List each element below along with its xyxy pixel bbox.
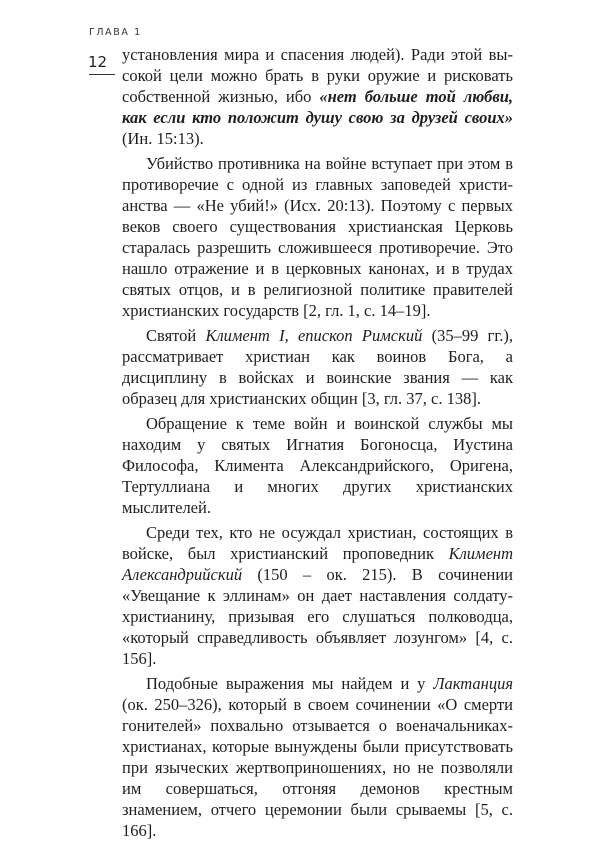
page-number: 12	[88, 53, 108, 71]
paragraph	[122, 325, 513, 409]
paragraph	[122, 673, 513, 841]
text-run: Среди тех, кто не осуждал христиан, состоящих в войске, был христианский проповедник	[122, 523, 513, 563]
text-run: Убийство противника на войне вступает при этом в противоречие с одной из главных заповедей христианства — «Не убий!» (Исх. 20:13). Поэтому с первых веков своего существования христианская Церковь старалась разрешить сложившееся противоречие. Это нашло отражение и в церковных канонах, и в трудах святых отцов, и в религиозной политике правителей христианских государств [2, гл. 1, с. 14–19].	[122, 154, 513, 320]
italic-name: Климент I, епископ Римский	[205, 326, 423, 345]
paragraph	[122, 44, 513, 149]
italic-name: Лактанция	[433, 674, 513, 693]
text-run: Обращение к теме войн и воинской службы мы находим у святых Игнатия Богоносца, Иустина Философа, Климента Александрийского, Оригена, Тертуллиана и многих других христианских мыслителей.	[122, 414, 513, 517]
text-run: (35–99 гг.), рассматривает христиан как воинов Бога, а дисциплину в войсках и воинские звания — как образец для христианских общин [3, гл. 37, с. 138].	[122, 326, 513, 408]
text-run: (150 – ок. 215). В сочинении «Увещание к эллинам» он дает наставления солдату-христианину, призывая его слушаться полководца, «который справедливость объявляет лозунгом» [4, с. 156].	[122, 565, 513, 668]
running-head: ГЛАВА 1	[89, 27, 142, 38]
text-run: (Ин. 15:13).	[122, 129, 204, 148]
text-run: (ок. 250–326), который в своем сочинении «О смерти гонителей» похвально отзывается о военачальниках-христианах, которые вынуждены были присутствовать при языческих жертвоприношениях, но не позволяли им совершаться, отгоняя демонов крестным знамением, отчего церемонии были срываемы [5, с. 166].	[122, 695, 513, 840]
paragraph	[122, 522, 513, 669]
bold-italic-quote: «нет больше той любви, как если кто положит душу свою за друзей своих»	[122, 87, 514, 127]
page-number-rule	[89, 74, 115, 75]
paragraph	[122, 413, 513, 518]
text-run: Подобные выражения мы найдем и у	[146, 674, 434, 693]
text-body	[122, 44, 513, 845]
text-run: Святой	[146, 326, 206, 345]
text-run: установления мира и спасения людей). Ради этой высокой цели можно брать в руки оружие и рисковать собственной жизнью, ибо	[122, 45, 513, 106]
italic-name: Климент Александрийский	[122, 544, 513, 584]
paragraph	[122, 153, 513, 321]
